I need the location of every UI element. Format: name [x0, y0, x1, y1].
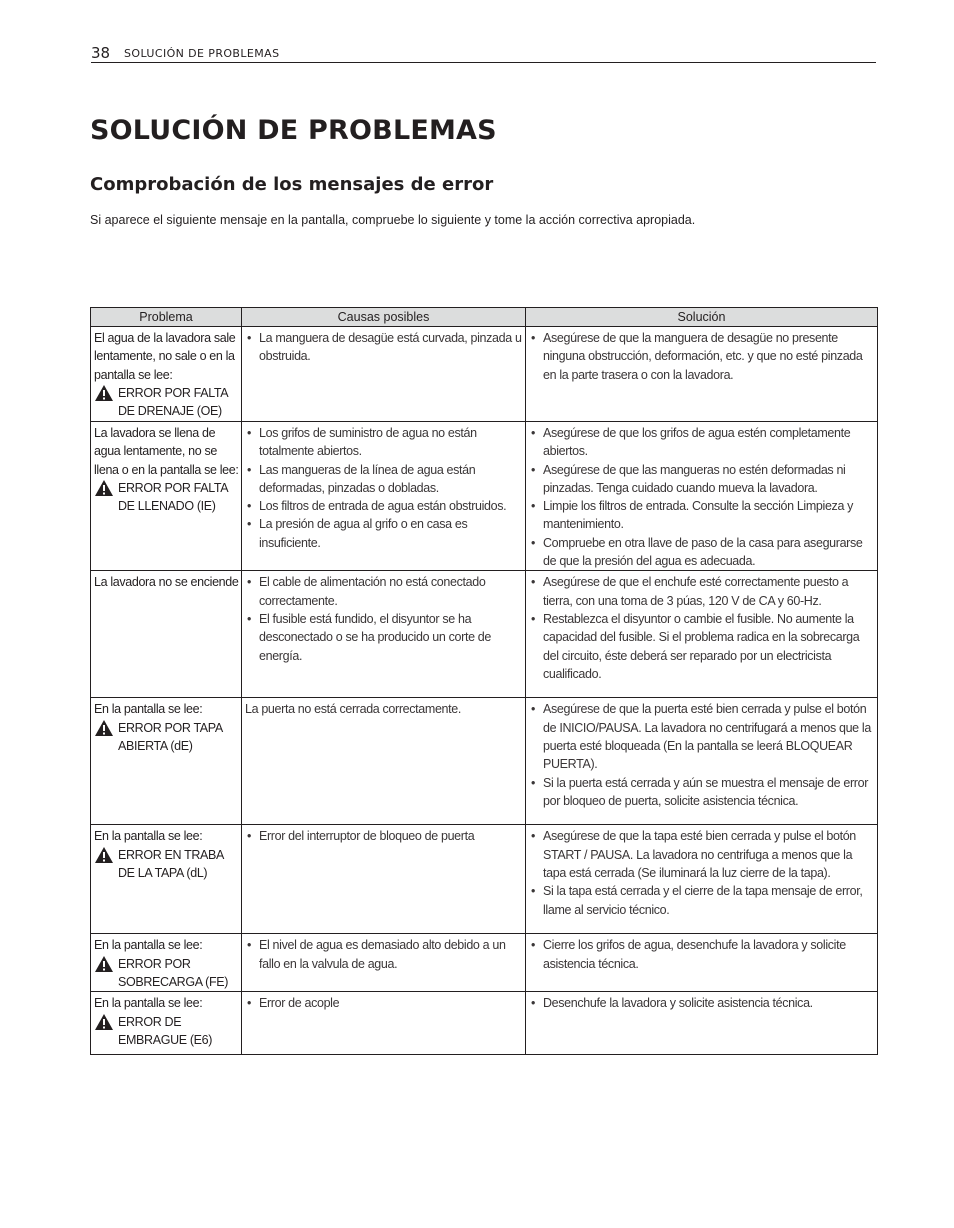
warning-triangle-icon: [94, 846, 114, 864]
problem-text: La lavadora no se enciende: [94, 575, 239, 590]
problem-cell: [91, 571, 242, 698]
error-code-text: ERROR POR SOBRECARGA (FE): [118, 956, 229, 989]
problem-text: En la pantalla se lee:: [94, 702, 203, 717]
solution-cell: [526, 327, 878, 422]
causes-cell: [242, 992, 526, 1055]
causes-cell: [242, 934, 526, 992]
error-message: [94, 384, 239, 421]
cause-text: La puerta no está cerrada correctamente.: [245, 702, 461, 717]
warning-triangle-icon: [94, 955, 114, 973]
table-row: [91, 422, 878, 571]
problem-text: El agua de la lavadora sale lentamente, no sale o en la pantalla se lee:: [94, 331, 236, 382]
list-item: • Si la tapa está cerrada y el cierre de la tapa mensaje de error, llame al servicio técnico.: [529, 882, 875, 919]
list-item: • Compruebe en otra llave de paso de la casa para asegurarse de que la presión del agua es adecuada.: [529, 534, 875, 571]
problem-text: La lavadora se llena de agua lentamente, no se llena o en la pantalla se lee:: [94, 426, 239, 477]
list-item: • Desenchufe la lavadora y solicite asistencia técnica.: [529, 994, 875, 1012]
error-message: [94, 479, 239, 516]
running-section-title: SOLUCIÓN DE PROBLEMAS: [124, 47, 280, 60]
problem-cell: [91, 825, 242, 934]
page-header: [91, 44, 876, 63]
list-item: • Asegúrese de que la tapa esté bien cerrada y pulse el botón START / PAUSA. La lavadora no centrifuga a menos que la tapa está cerrada (Se iluminará la luz cierre de la tapa).: [529, 827, 875, 882]
problem-text: En la pantalla se lee:: [94, 996, 203, 1011]
error-message: [94, 719, 239, 756]
error-code-text: ERROR EN TRABA DE LA TAPA (dL): [118, 847, 224, 880]
problem-cell: [91, 327, 242, 422]
causes-cell: [242, 327, 526, 422]
list-item: • El fusible está fundido, el disyuntor se ha desconectado o se ha producido un corte de energía.: [245, 610, 523, 665]
problem-cell: [91, 422, 242, 571]
list-item: • La manguera de desagüe está curvada, pinzada u obstruida.: [245, 329, 523, 366]
list-item: • Asegúrese de que el enchufe esté correctamente puesto a tierra, con una toma de 3 púas, 120 V de CA y 60-Hz.: [529, 573, 875, 610]
header-solution: Solución: [526, 308, 878, 327]
error-code-text: ERROR POR FALTA DE LLENADO (IE): [118, 480, 228, 514]
solution-cell: [526, 825, 878, 934]
warning-triangle-icon: [94, 479, 114, 497]
table-row: [91, 992, 878, 1055]
error-code-text: ERROR POR FALTA DE DRENAJE (OE): [118, 385, 228, 419]
list-item: • Restablezca el disyuntor o cambie el fusible. No aumente la capacidad del fusible. Si el problema radica en la sobrecarga del circuito, éste deberá ser reparado por un electricista cualificado.: [529, 610, 875, 683]
error-message: [94, 1013, 239, 1050]
list-item: • Si la puerta está cerrada y aún se muestra el mensaje de error por bloqueo de puerta, solicite asistencia técnica.: [529, 774, 875, 811]
causes-cell: [242, 422, 526, 571]
table-header-row: [91, 308, 878, 327]
list-item: • Asegúrese de que la manguera de desagüe no presente ninguna obstrucción, deformación, etc. y que no esté pinzada en la parte trasera o con la lavadora.: [529, 329, 875, 384]
header-causes: Causas posibles: [242, 308, 526, 327]
list-item: • Los grifos de suministro de agua no están totalmente abiertos.: [245, 424, 523, 461]
list-item: • Asegúrese de que la puerta esté bien cerrada y pulse el botón de INICIO/PAUSA. La lavadora no centrifugará a menos que la puerta esté bloqueada (En la pantalla se leerá BLOQUEAR PUERTA).: [529, 700, 875, 773]
solution-cell: [526, 698, 878, 825]
causes-cell: [242, 698, 526, 825]
warning-triangle-icon: [94, 719, 114, 737]
problem-text: En la pantalla se lee:: [94, 938, 203, 953]
problem-cell: [91, 934, 242, 992]
troubleshooting-table: [90, 307, 878, 1055]
intro-paragraph: Si aparece el siguiente mensaje en la pantalla, compruebe lo siguiente y tome la acción correctiva apropiada.: [90, 213, 696, 227]
problem-text: En la pantalla se lee:: [94, 829, 203, 844]
solution-cell: [526, 422, 878, 571]
causes-cell: [242, 825, 526, 934]
list-item: • Limpie los filtros de entrada. Consulte la sección Limpieza y mantenimiento.: [529, 497, 875, 534]
table-row: [91, 571, 878, 698]
solution-cell: [526, 571, 878, 698]
list-item: • Cierre los grifos de agua, desenchufe la lavadora y solicite asistencia técnica.: [529, 936, 875, 973]
list-item: • Error de acople: [245, 994, 523, 1012]
page-title: SOLUCIÓN DE PROBLEMAS: [90, 115, 497, 146]
header-problem: Problema: [91, 308, 242, 327]
list-item: • Las mangueras de la línea de agua están deformadas, pinzadas o dobladas.: [245, 461, 523, 498]
table-row: [91, 698, 878, 825]
solution-cell: [526, 934, 878, 992]
list-item: • Error del interruptor de bloqueo de puerta: [245, 827, 523, 845]
problem-cell: [91, 698, 242, 825]
list-item: • Asegúrese de que los grifos de agua estén completamente abiertos.: [529, 424, 875, 461]
error-message: [94, 846, 239, 883]
list-item: • Asegúrese de que las mangueras no estén deformadas ni pinzadas. Tenga cuidado cuando mueva la lavadora.: [529, 461, 875, 498]
causes-cell: [242, 571, 526, 698]
table-row: [91, 825, 878, 934]
section-subtitle: Comprobación de los mensajes de error: [90, 174, 494, 195]
table-row: [91, 934, 878, 992]
error-code-text: ERROR POR TAPA ABIERTA (dE): [118, 720, 223, 753]
page-number: 38: [91, 44, 111, 62]
warning-triangle-icon: [94, 384, 114, 402]
warning-triangle-icon: [94, 1013, 114, 1031]
list-item: • Los filtros de entrada de agua están obstruidos.: [245, 497, 523, 515]
problem-cell: [91, 992, 242, 1055]
list-item: • El nivel de agua es demasiado alto debido a un fallo en la valvula de agua.: [245, 936, 523, 973]
list-item: • La presión de agua al grifo o en casa es insuficiente.: [245, 515, 523, 552]
error-message: [94, 955, 239, 992]
solution-cell: [526, 992, 878, 1055]
list-item: • El cable de alimentación no está conectado correctamente.: [245, 573, 523, 610]
table-row: [91, 327, 878, 422]
error-code-text: ERROR DE EMBRAGUE (E6): [118, 1014, 213, 1047]
